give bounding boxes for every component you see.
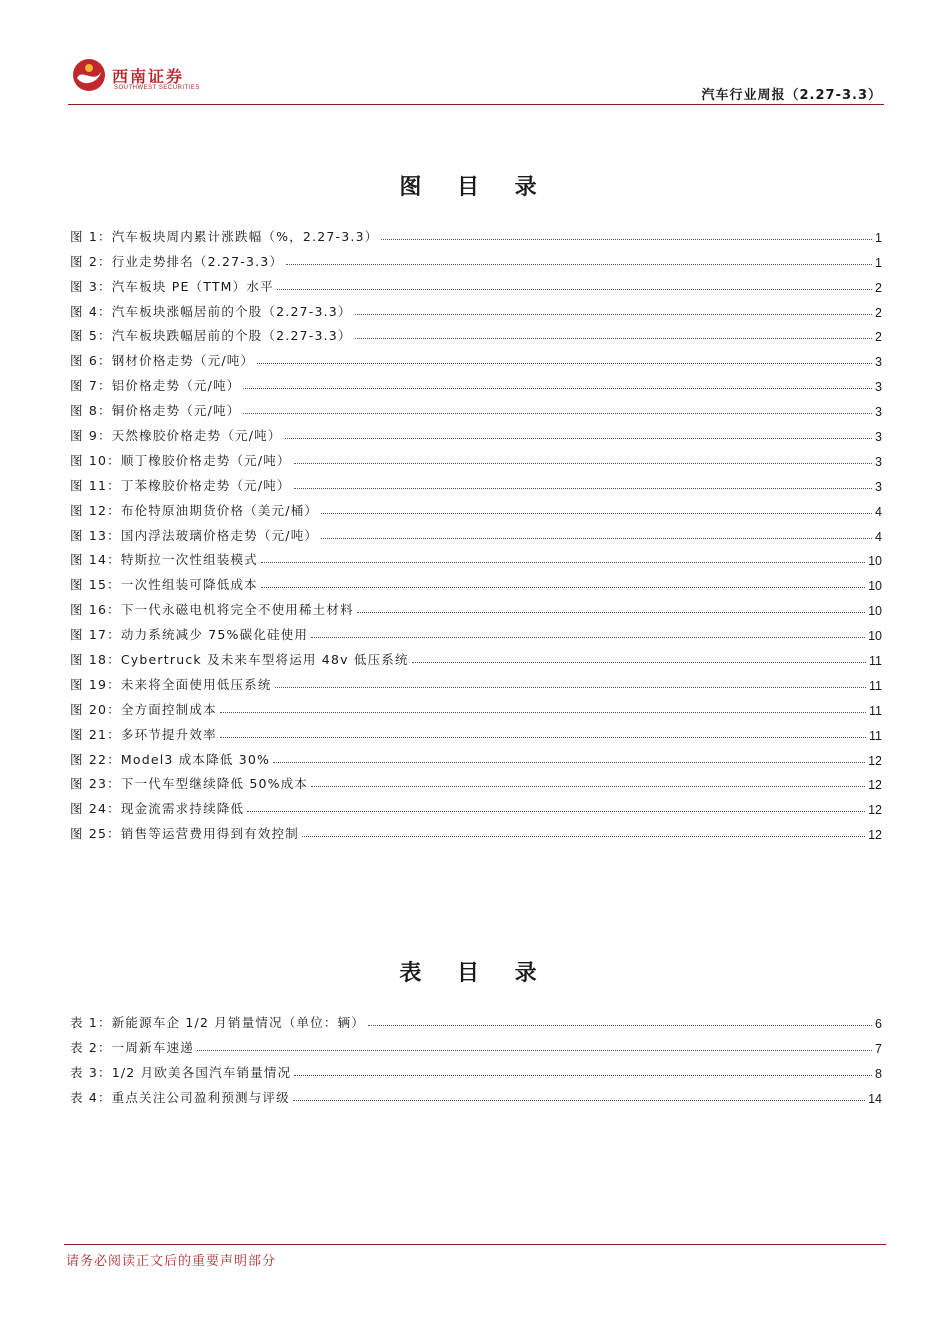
toc-entry-label: 表 3：1/2 月欧美各国汽车销量情况 — [70, 1064, 292, 1080]
toc-entry-page: 14 — [868, 1091, 882, 1106]
toc-entry-page: 4 — [875, 529, 882, 544]
toc-entry-label: 图 1：汽车板块周内累计涨跌幅（%，2.27-3.3） — [70, 228, 379, 244]
toc-entry-page: 3 — [875, 430, 882, 445]
page-header — [68, 56, 884, 104]
toc-entry-label: 图 17：动力系统减少 75%碳化硅使用 — [70, 627, 309, 643]
toc-entry-label: 图 9：天然橡胶价格走势（元/吨） — [70, 428, 282, 444]
toc-entry[interactable] — [70, 220, 882, 245]
header-divider — [68, 104, 884, 105]
toc-entry-label: 表 4：重点关注公司盈利预测与评级 — [70, 1089, 290, 1105]
toc-entry-page: 1 — [875, 230, 882, 245]
toc-entry[interactable] — [70, 792, 882, 817]
toc-dot-leader — [197, 1049, 872, 1051]
toc-entry[interactable] — [70, 270, 882, 295]
toc-dot-leader — [357, 611, 865, 613]
toc-dot-leader — [285, 437, 873, 439]
toc-entry[interactable] — [70, 344, 882, 369]
toc-dot-leader — [294, 462, 872, 464]
toc-entry-label: 表 2：一周新车速递 — [70, 1039, 194, 1055]
toc-entry-label: 图 24：现金流需求持续降低 — [70, 801, 245, 817]
toc-entry-label: 图 15：一次性组装可降低成本 — [70, 577, 258, 593]
figure-index-title: 图 目 录 — [399, 174, 551, 200]
toc-entry-page: 10 — [868, 604, 882, 619]
toc-dot-leader — [277, 288, 872, 290]
toc-entry[interactable] — [70, 643, 882, 668]
footer-disclaimer: 请务必阅读正文后的重要声明部分 — [66, 1254, 277, 1269]
toc-entry-label: 图 6：钢材价格走势（元/吨） — [70, 353, 255, 369]
toc-entry[interactable] — [70, 519, 882, 544]
toc-entry[interactable] — [70, 1081, 882, 1106]
toc-entry[interactable] — [70, 369, 882, 394]
toc-entry-page: 11 — [869, 654, 882, 669]
toc-dot-leader — [302, 835, 865, 837]
toc-entry-label: 图 4：汽车板块涨幅居前的个股（2.27-3.3） — [70, 303, 352, 319]
toc-entry-page: 4 — [875, 504, 882, 519]
toc-entry-label: 图 14：特斯拉一次性组装模式 — [70, 552, 258, 568]
toc-entry-page: 12 — [868, 753, 882, 768]
toc-entry[interactable] — [70, 444, 882, 469]
toc-entry-label: 图 7：铝价格走势（元/吨） — [70, 378, 241, 394]
toc-entry-label: 图 10：顺丁橡胶价格走势（元/吨） — [70, 452, 291, 468]
toc-dot-leader — [261, 586, 865, 588]
toc-entry[interactable] — [70, 245, 882, 270]
toc-entry-label: 图 13：国内浮法玻璃价格走势（元/吨） — [70, 527, 319, 543]
toc-entry-page: 1 — [875, 255, 882, 270]
toc-dot-leader — [321, 537, 872, 539]
toc-dot-leader — [243, 412, 872, 414]
toc-entry-page: 7 — [875, 1041, 882, 1056]
toc-entry[interactable] — [70, 743, 882, 768]
logo-emblem-icon — [72, 58, 106, 92]
toc-entry-page: 3 — [875, 380, 882, 395]
toc-dot-leader — [286, 263, 872, 265]
logo-chinese-name: 西南证券 — [112, 67, 185, 86]
toc-entry-label: 图 2：行业走势排名（2.27-3.3） — [70, 253, 284, 269]
toc-dot-leader — [294, 1074, 872, 1076]
toc-entry-label: 图 5：汽车板块跌幅居前的个股（2.27-3.3） — [70, 328, 352, 344]
toc-entry[interactable] — [70, 693, 882, 718]
toc-dot-leader — [275, 686, 866, 688]
toc-dot-leader — [257, 362, 872, 364]
toc-entry-page: 12 — [868, 828, 882, 843]
toc-dot-leader — [355, 313, 872, 315]
toc-entry-label: 图 3：汽车板块 PE（TTM）水平 — [70, 278, 274, 294]
toc-entry[interactable] — [70, 1006, 882, 1031]
toc-entry[interactable] — [70, 768, 882, 793]
toc-dot-leader — [368, 1024, 872, 1026]
toc-dot-leader — [220, 711, 866, 713]
toc-entry-page: 2 — [875, 305, 882, 320]
toc-entry-page: 10 — [868, 579, 882, 594]
toc-entry[interactable] — [70, 568, 882, 593]
toc-entry-page: 6 — [875, 1016, 882, 1031]
toc-dot-leader — [381, 238, 872, 240]
toc-entry[interactable] — [70, 469, 882, 494]
toc-entry[interactable] — [70, 1056, 882, 1081]
toc-entry-label: 图 21：多环节提升效率 — [70, 726, 217, 742]
toc-dot-leader — [311, 636, 865, 638]
toc-entry-label: 图 12：布伦特原油期货价格（美元/桶） — [70, 502, 319, 518]
figure-index-list — [70, 220, 882, 842]
toc-dot-leader — [243, 387, 872, 389]
toc-entry-page: 10 — [868, 629, 882, 644]
toc-entry[interactable] — [70, 817, 882, 842]
toc-entry-page: 3 — [875, 355, 882, 370]
toc-entry-page: 8 — [875, 1066, 882, 1081]
toc-dot-leader — [247, 810, 865, 812]
toc-entry-page: 12 — [868, 803, 882, 818]
footer-divider — [64, 1244, 886, 1245]
toc-dot-leader — [412, 661, 866, 663]
toc-entry[interactable] — [70, 295, 882, 320]
toc-entry-label: 图 25：销售等运营费用得到有效控制 — [70, 826, 299, 842]
toc-entry-page: 11 — [869, 728, 882, 743]
toc-entry[interactable] — [70, 668, 882, 693]
toc-entry-label: 图 16：下一代永磁电机将完全不使用稀土材料 — [70, 602, 354, 618]
logo-english-name: SOUTHWEST SECURITIES — [114, 85, 200, 91]
toc-entry-page: 11 — [869, 678, 882, 693]
toc-entry[interactable] — [70, 718, 882, 743]
report-title: 汽车行业周报（2.27-3.3） — [701, 88, 882, 103]
toc-entry[interactable] — [70, 494, 882, 519]
toc-entry-page: 3 — [875, 454, 882, 469]
toc-entry-page: 11 — [869, 703, 882, 718]
toc-dot-leader — [261, 561, 865, 563]
toc-entry-page: 3 — [875, 479, 882, 494]
toc-entry-page: 3 — [875, 405, 882, 420]
toc-entry-label: 图 23：下一代车型继续降低 50%成本 — [70, 776, 309, 792]
toc-entry[interactable] — [70, 394, 882, 419]
toc-entry[interactable] — [70, 593, 882, 618]
table-index-list — [70, 1006, 882, 1106]
toc-entry-page: 2 — [875, 280, 882, 295]
toc-entry-label: 图 8：铜价格走势（元/吨） — [70, 403, 241, 419]
toc-dot-leader — [294, 487, 872, 489]
toc-dot-leader — [321, 512, 872, 514]
toc-entry-page: 12 — [868, 778, 882, 793]
toc-entry-label: 图 18：Cybertruck 及未来车型将运用 48v 低压系统 — [70, 652, 409, 668]
company-logo — [68, 56, 238, 98]
toc-dot-leader — [311, 785, 865, 787]
toc-entry-page: 2 — [875, 330, 882, 345]
toc-entry[interactable] — [70, 618, 882, 643]
toc-entry-label: 表 1：新能源车企 1/2 月销量情况（单位：辆） — [70, 1014, 365, 1030]
toc-entry-label: 图 20：全方面控制成本 — [70, 701, 217, 717]
toc-entry-label: 图 19：未来将全面使用低压系统 — [70, 676, 272, 692]
toc-entry[interactable] — [70, 544, 882, 569]
toc-entry[interactable] — [70, 1031, 882, 1056]
toc-entry[interactable] — [70, 320, 882, 345]
toc-dot-leader — [273, 761, 865, 763]
toc-dot-leader — [293, 1099, 865, 1101]
toc-entry-label: 图 22：Model3 成本降低 30% — [70, 751, 271, 767]
toc-entry-label: 图 11：丁苯橡胶价格走势（元/吨） — [70, 477, 291, 493]
toc-entry-page: 10 — [868, 554, 882, 569]
toc-dot-leader — [355, 337, 872, 339]
table-index-title: 表 目 录 — [399, 960, 551, 986]
toc-dot-leader — [220, 736, 866, 738]
toc-entry[interactable] — [70, 419, 882, 444]
